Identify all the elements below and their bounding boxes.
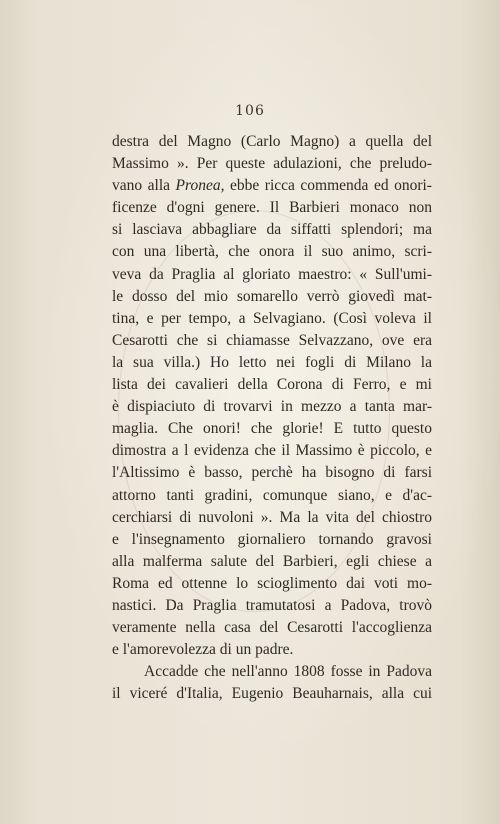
text-line: destra del Magno (Carlo Magno) a quella del <box>112 133 432 150</box>
text-line: veramente nella casa del Cesarotti l'accoglienza <box>112 619 432 637</box>
text-line: il viceré d'Italia, Eugenio Beauharnais, alla cui <box>112 685 432 703</box>
text-line: Massimo ». Per queste adulazioni, che preludo- <box>112 155 432 173</box>
text-line: maglia. Che onori! che glorie! E tutto questo <box>112 420 432 438</box>
text-line: Roma ed ottenne lo scioglimento dai voti mo- <box>112 574 432 592</box>
text-line: e l'amorevolezza di un padre. <box>112 641 294 659</box>
text-line: ficenze d'ogni genere. Il Barbieri monaco non <box>112 199 432 217</box>
text-line: è dispiaciuto di trovarvi in mezzo a tanta mar- <box>112 398 432 416</box>
text-line: l'Altissimo è basso, perchè ha bisogno di farsi <box>112 464 432 482</box>
text-line: alla malferma salute del Barbieri, egli chiese a <box>112 552 432 570</box>
text-line: le dosso del mio somarello verrò giovedì mat- <box>112 287 432 305</box>
text-line: tina, e per tempo, a Selvagiano. (Così voleva il <box>112 309 432 327</box>
text-line: attorno tanti gradini, comunque siano, e d'ac- <box>112 486 432 504</box>
text-line: lista dei cavalieri della Corona di Ferro, e mi <box>112 376 432 394</box>
text-line: con una libertà, che onora il suo animo, scri- <box>112 243 432 261</box>
text-line: si lasciava abbagliare da siffatti splendori; ma <box>112 221 432 239</box>
book-title-italic: Pronea <box>175 177 221 195</box>
text-line: e l'insegnamento giornaliero tornando gravosi <box>112 530 432 548</box>
body-text <box>112 131 432 705</box>
page-number: 106 <box>235 103 265 119</box>
text-line: la sua villa.) Ho letto nei fogli di Milano la <box>112 353 432 371</box>
text-line: vano alla Pronea, ebbe ricca commenda ed onori- <box>112 177 432 195</box>
text-line: cerchiarsi di nuvoloni ». Ma la vita del chiostro <box>112 508 432 526</box>
text-line: Cesarotti che si chiamasse Selvazzano, ove era <box>112 331 432 349</box>
text-line: nastici. Da Praglia tramutatosi a Padova, trovò <box>112 596 432 614</box>
text-line: Accadde che nell'anno 1808 fosse in Padova <box>144 663 432 681</box>
text-line: dimostra a l evidenza che il Massimo è piccolo, e <box>112 442 432 460</box>
text-line: veva da Praglia al gloriato maestro: « Sull'umi- <box>112 265 432 283</box>
